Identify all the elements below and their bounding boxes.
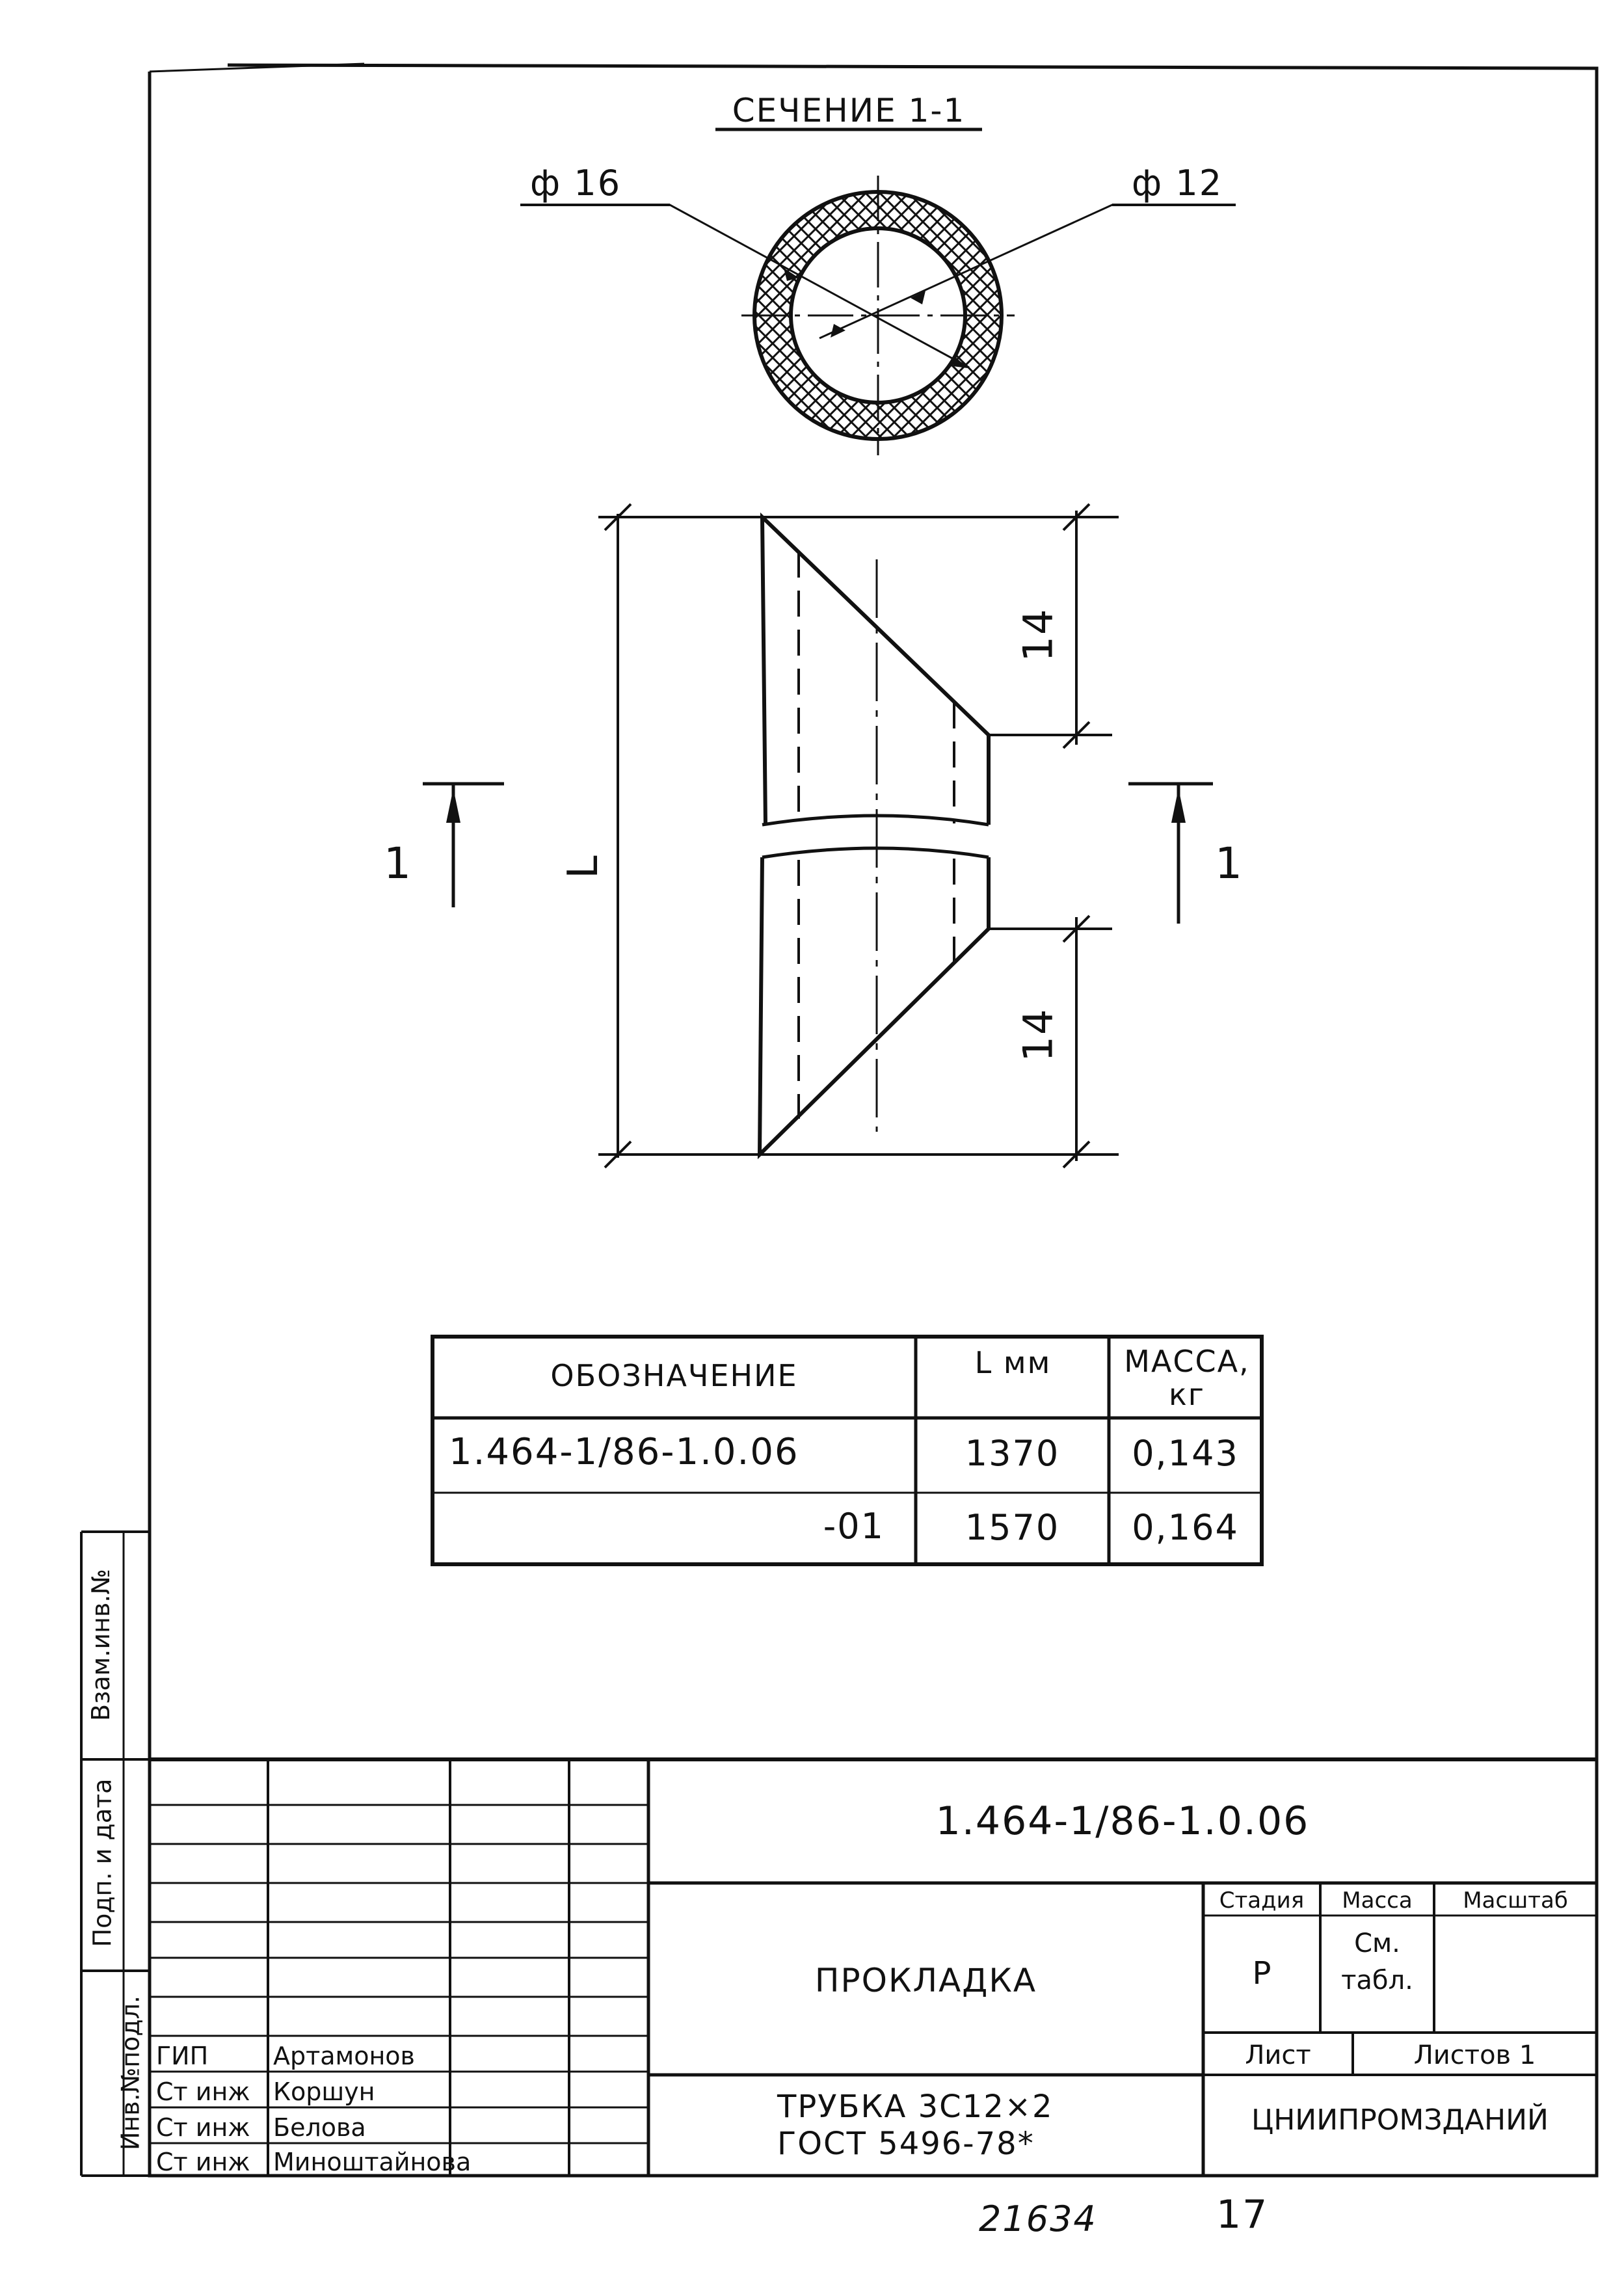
signature-role-3: Ст инж [156,2113,250,2142]
mass-value-line-2: табл. [1341,1966,1413,1996]
signature-role-2: Ст инж [156,2077,250,2106]
signature-name-3: Белова [273,2113,366,2142]
doc-number: 1.464-1/86-1.0.06 [935,1798,1310,1844]
side-stamp-podp-data: Подп. и дата [88,1778,117,1947]
material-line-1: ТРУБКА 3С12×2 [777,2089,1054,2125]
spec-row-2-mass: 0,164 [1132,1507,1239,1548]
spec-row-1-mass: 0,143 [1132,1433,1239,1474]
material-line-2: ГОСТ 5496-78* [777,2126,1035,2162]
signature-role-1: ГИП [156,2042,209,2070]
page-number: 17 [1216,2192,1269,2237]
mass-value-line-1: См. [1354,1929,1400,1958]
spec-row-2-length: 1570 [965,1507,1060,1548]
stage-label: Стадия [1219,1888,1305,1914]
section-view [520,129,1236,455]
dim-length-label: L [559,854,607,879]
dim-bottom-label: 14 [1014,1008,1062,1062]
organization: ЦНИИПРОМЗДАНИЙ [1251,2103,1549,2137]
signature-name-1: Артамонов [273,2042,415,2070]
section-title: СЕЧЕНИЕ 1-1 [732,92,966,129]
spec-row-1-designation: 1.464-1/86-1.0.06 [449,1431,799,1473]
signature-name-2: Коршун [273,2077,375,2106]
spec-row-2-designation: -01 [823,1506,885,1547]
spec-header-length: L мм [974,1345,1052,1380]
elevation-view [423,504,1213,1168]
cut-mark-right-label: 1 [1215,838,1244,888]
dim-top-label: 14 [1014,607,1062,662]
sheet-label: Лист [1245,2040,1311,2070]
spec-header-mass: МАССА, кг [1124,1344,1250,1412]
side-stamp-inv-podl: Инв.№подл. [116,1996,145,2151]
signature-role-4: Ст инж [156,2148,250,2176]
archive-number: 21634 [979,2198,1097,2239]
mass-label: Масса [1342,1888,1413,1914]
signature-name-4: Миноштайнова [273,2148,472,2176]
spec-row-1-length: 1370 [965,1433,1060,1474]
inner-diameter-label: ф 12 [1132,163,1223,204]
stage-value: Р [1252,1955,1271,1992]
cut-mark-left-label: 1 [384,838,412,888]
side-stamp-vzam-inv: Взам.инв.№ [87,1569,115,1721]
sheets-label: Листов 1 [1413,2040,1536,2070]
spec-header-designation: ОБОЗНАЧЕНИЕ [550,1358,798,1393]
outer-diameter-label: ф 16 [530,163,622,204]
scale-label: Масштаб [1463,1888,1568,1914]
document-name: ПРОКЛАДКА [814,1962,1037,1999]
